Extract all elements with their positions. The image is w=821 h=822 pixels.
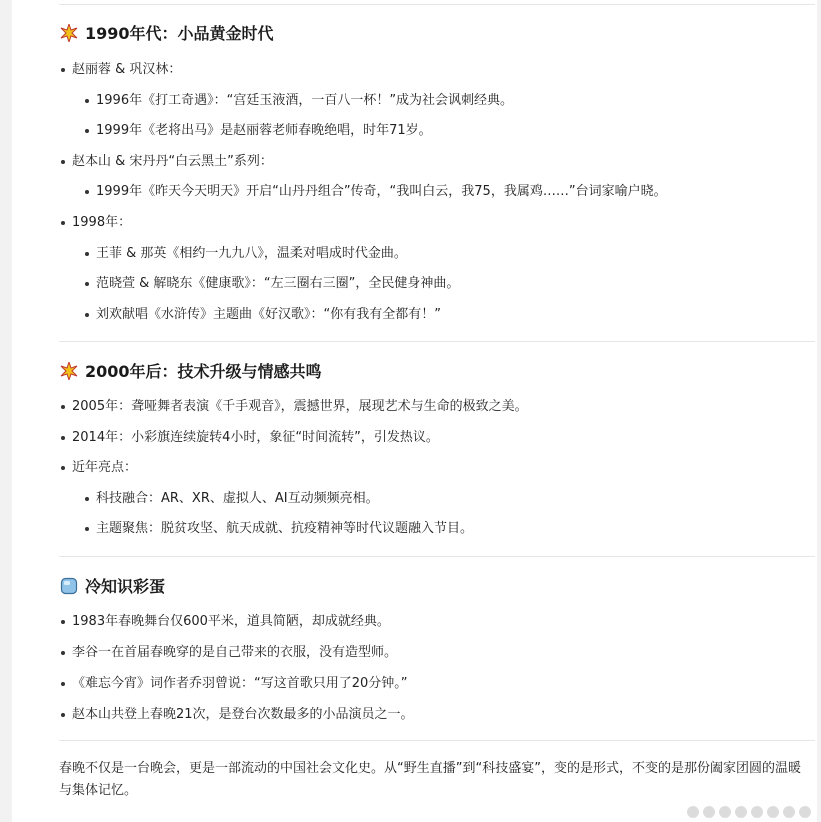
list-item: 王菲 & 那英《相约一九九八》，温柔对唱成时代金曲。	[96, 245, 407, 263]
list-item: 2005年：聋哑舞者表演《千手观音》，震撼世界，展现艺术与生命的极致之美。	[72, 398, 528, 416]
section-divider	[59, 341, 815, 342]
list-item: 1996年《打工奇遇》：“宫廷玉液酒，一百八一杯！”成为社会讽刺经典。	[96, 92, 513, 110]
list-item: 1998年：	[72, 214, 131, 232]
list-item: 主题聚焦：脱贫攻坚、航天成就、抗疫精神等时代议题融入节目。	[96, 520, 473, 538]
list-item: 科技融合：AR、XR、虚拟人、AI互动频频亮相。	[96, 490, 379, 508]
list-item: 赵丽蓉 & 巩汉林：	[72, 61, 181, 79]
section-title-text: 1990年代：小品黄金时代	[85, 24, 274, 43]
list-item: 刘欢献唱《水浒传》主题曲《好汉歌》：“你有我有全都有！”	[96, 306, 441, 324]
section-title-text: 2000年后：技术升级与情感共鸣	[85, 362, 322, 381]
ice-cube-icon	[60, 577, 78, 595]
list-item: 近年亮点：	[72, 459, 137, 477]
list-item: 1999年《老将出马》是赵丽蓉老师春晚绝唱，时年71岁。	[96, 122, 432, 140]
list-item: 范晓萱 & 解晓东《健康歌》：“左三圈右三圈”，全民健身神曲。	[96, 275, 459, 293]
section-divider	[59, 740, 815, 741]
list-item: 赵本山共登上春晚21次，是登台次数最多的小品演员之一。	[72, 706, 414, 724]
list-item: 2014年：小彩旗连续旋转4小时，象征“时间流转”，引发热议。	[72, 429, 439, 447]
list-item: 1999年《昨天今天明天》开启“山丹丹组合”传奇，“我叫白云，我75，我属鸡……”台词家喻户晓。	[96, 183, 667, 201]
list-item: 《难忘今宵》词作者乔羽曾说：“写这首歌只用了20分钟。”	[72, 675, 408, 693]
section-divider	[59, 556, 815, 557]
section-title-text: 冷知识彩蛋	[85, 577, 166, 596]
list-item: 1983年春晚舞台仅600平米，道具简陋，却成就经典。	[72, 613, 390, 631]
section-title-trivia	[60, 574, 165, 597]
sparkle-icon	[60, 362, 78, 380]
section-title-1990s	[60, 21, 274, 44]
section-title-2000s	[60, 359, 322, 382]
document-page	[12, 0, 817, 822]
top-divider	[59, 4, 815, 5]
list-item: 赵本山 & 宋丹丹“白云黑土”系列：	[72, 153, 273, 171]
sparkle-icon	[60, 24, 78, 42]
list-item: 李谷一在首届春晚穿的是自己带来的衣服，没有造型师。	[72, 644, 397, 662]
conclusion-paragraph: 春晚不仅是一台晚会，更是一部流动的中国社会文化史。从“野生直播”到“科技盛宴”，变的是形式，不变的是那份阖家团圆的温暖与集体记忆。	[59, 761, 801, 798]
watermark-logo	[687, 806, 811, 818]
